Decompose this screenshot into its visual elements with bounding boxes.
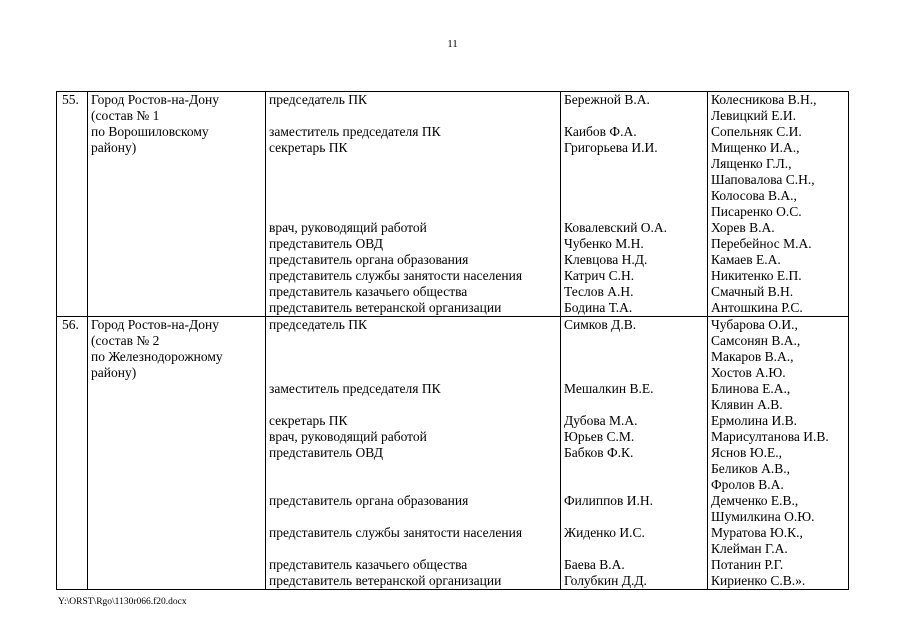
role-cell xyxy=(266,92,561,317)
reserve-name: Кириенко С.В.». xyxy=(711,573,806,588)
row-number: 55. xyxy=(57,92,88,317)
reserve-name: Писаренко О.С. xyxy=(711,204,802,219)
member-cell xyxy=(561,317,708,590)
reserve-name: Беликов А.В., xyxy=(711,461,790,476)
reserve-name: Блинова Е.А., xyxy=(711,381,791,396)
role-cell xyxy=(266,317,561,590)
reserve-name: Марисултанова И.В. xyxy=(711,429,829,444)
reserve-name: Клявин А.В. xyxy=(711,397,783,412)
commission-table xyxy=(56,91,849,590)
reserve-name: Хорев В.А. xyxy=(711,220,775,235)
reserve-name: Самсонян В.А., xyxy=(711,333,801,348)
reserve-name: Чубарова О.И., xyxy=(711,317,798,332)
role-text: председатель ПК xyxy=(269,317,368,332)
member-name: Филиппов И.Н. xyxy=(564,493,654,508)
role-text: представитель казачьего общества xyxy=(269,284,468,299)
reserve-name: Хостов А.Ю. xyxy=(711,365,786,380)
member-name: Жиденко И.С. xyxy=(564,525,645,540)
member-name: Симков Д.В. xyxy=(564,317,637,332)
reserve-name: Колесникова В.Н., xyxy=(711,92,817,107)
area-cell xyxy=(88,92,266,317)
reserve-name: Антошкина Р.С. xyxy=(711,300,803,315)
reserve-name: Левицкий Е.И. xyxy=(711,108,797,123)
reserve-cell xyxy=(708,92,849,317)
area-line: (состав № 2 xyxy=(91,333,160,348)
page-number: 11 xyxy=(447,38,458,50)
member-name: Дубова М.А. xyxy=(564,413,638,428)
reserve-name: Перебейнос М.А. xyxy=(711,236,812,251)
area-line: по Ворошиловскому xyxy=(91,124,209,139)
row-number: 56. xyxy=(57,317,88,590)
area-line: Город Ростов-на-Дону xyxy=(91,317,219,332)
document-file-path: Y:\ORST\Rgo\1130r066.f20.docx xyxy=(58,597,187,607)
role-text: представитель казачьего общества xyxy=(269,557,468,572)
reserve-name: Макаров В.А., xyxy=(711,349,794,364)
role-text: секретарь ПК xyxy=(269,140,348,155)
member-name: Бодина Т.А. xyxy=(564,300,633,315)
reserve-name: Смачный В.Н. xyxy=(711,284,794,299)
role-text: представитель ветеранской организации xyxy=(269,300,502,315)
reserve-name: Никитенко Е.П. xyxy=(711,268,802,283)
role-text: врач, руководящий работой xyxy=(269,429,427,444)
member-cell xyxy=(561,92,708,317)
member-name: Мешалкин В.Е. xyxy=(564,381,654,396)
role-text: заместитель председателя ПК xyxy=(269,124,441,139)
table-row xyxy=(57,317,849,590)
member-name: Чубенко М.Н. xyxy=(564,236,644,251)
role-text: председатель ПК xyxy=(269,92,368,107)
member-name: Баева В.А. xyxy=(564,557,625,572)
reserve-name: Колосова В.А., xyxy=(711,188,797,203)
reserve-name: Демченко Е.В., xyxy=(711,493,799,508)
reserve-name: Яснов Ю.Е., xyxy=(711,445,782,460)
member-name: Бабков Ф.К. xyxy=(564,445,634,460)
reserve-name: Муратова Ю.К., xyxy=(711,525,803,540)
reserve-name: Шаповалова С.Н., xyxy=(711,172,815,187)
reserve-name: Ермолина И.В. xyxy=(711,413,797,428)
area-line: району) xyxy=(91,365,137,380)
reserve-name: Клейман Г.А. xyxy=(711,541,788,556)
member-name: Каибов Ф.А. xyxy=(564,124,637,139)
reserve-name: Мищенко И.А., xyxy=(711,140,800,155)
area-line: району) xyxy=(91,140,137,155)
role-text: представитель органа образования xyxy=(269,252,469,267)
table-row xyxy=(57,92,849,317)
member-name: Клевцова Н.Д. xyxy=(564,252,648,267)
reserve-name: Потанин Р.Г. xyxy=(711,557,784,572)
member-name: Ковалевский О.А. xyxy=(564,220,668,235)
role-text: врач, руководящий работой xyxy=(269,220,427,235)
area-line: по Железнодорожному xyxy=(91,349,223,364)
role-text: заместитель председателя ПК xyxy=(269,381,441,396)
role-text: представитель органа образования xyxy=(269,493,469,508)
member-name: Бережной В.А. xyxy=(564,92,650,107)
role-text: представитель ОВД xyxy=(269,236,383,251)
area-line: (состав № 1 xyxy=(91,108,160,123)
reserve-name: Лященко Г.Л., xyxy=(711,156,792,171)
member-name: Юрьев С.М. xyxy=(564,429,635,444)
role-text: представитель ветеранской организации xyxy=(269,573,502,588)
member-name: Теслов А.Н. xyxy=(564,284,634,299)
member-name: Катрич С.Н. xyxy=(564,268,635,283)
role-text: секретарь ПК xyxy=(269,413,348,428)
area-line: Город Ростов-на-Дону xyxy=(91,92,219,107)
member-name: Голубкин Д.Д. xyxy=(564,573,647,588)
reserve-cell xyxy=(708,317,849,590)
role-text: представитель ОВД xyxy=(269,445,383,460)
member-name: Григорьева И.И. xyxy=(564,140,658,155)
role-text: представитель службы занятости населения xyxy=(269,268,523,283)
reserve-name: Камаев Е.А. xyxy=(711,252,781,267)
reserve-name: Сопельняк С.И. xyxy=(711,124,802,139)
role-text: представитель службы занятости населения xyxy=(269,525,523,540)
reserve-name: Фролов В.А. xyxy=(711,477,784,492)
area-cell xyxy=(88,317,266,590)
reserve-name: Шумилкина О.Ю. xyxy=(711,509,815,524)
